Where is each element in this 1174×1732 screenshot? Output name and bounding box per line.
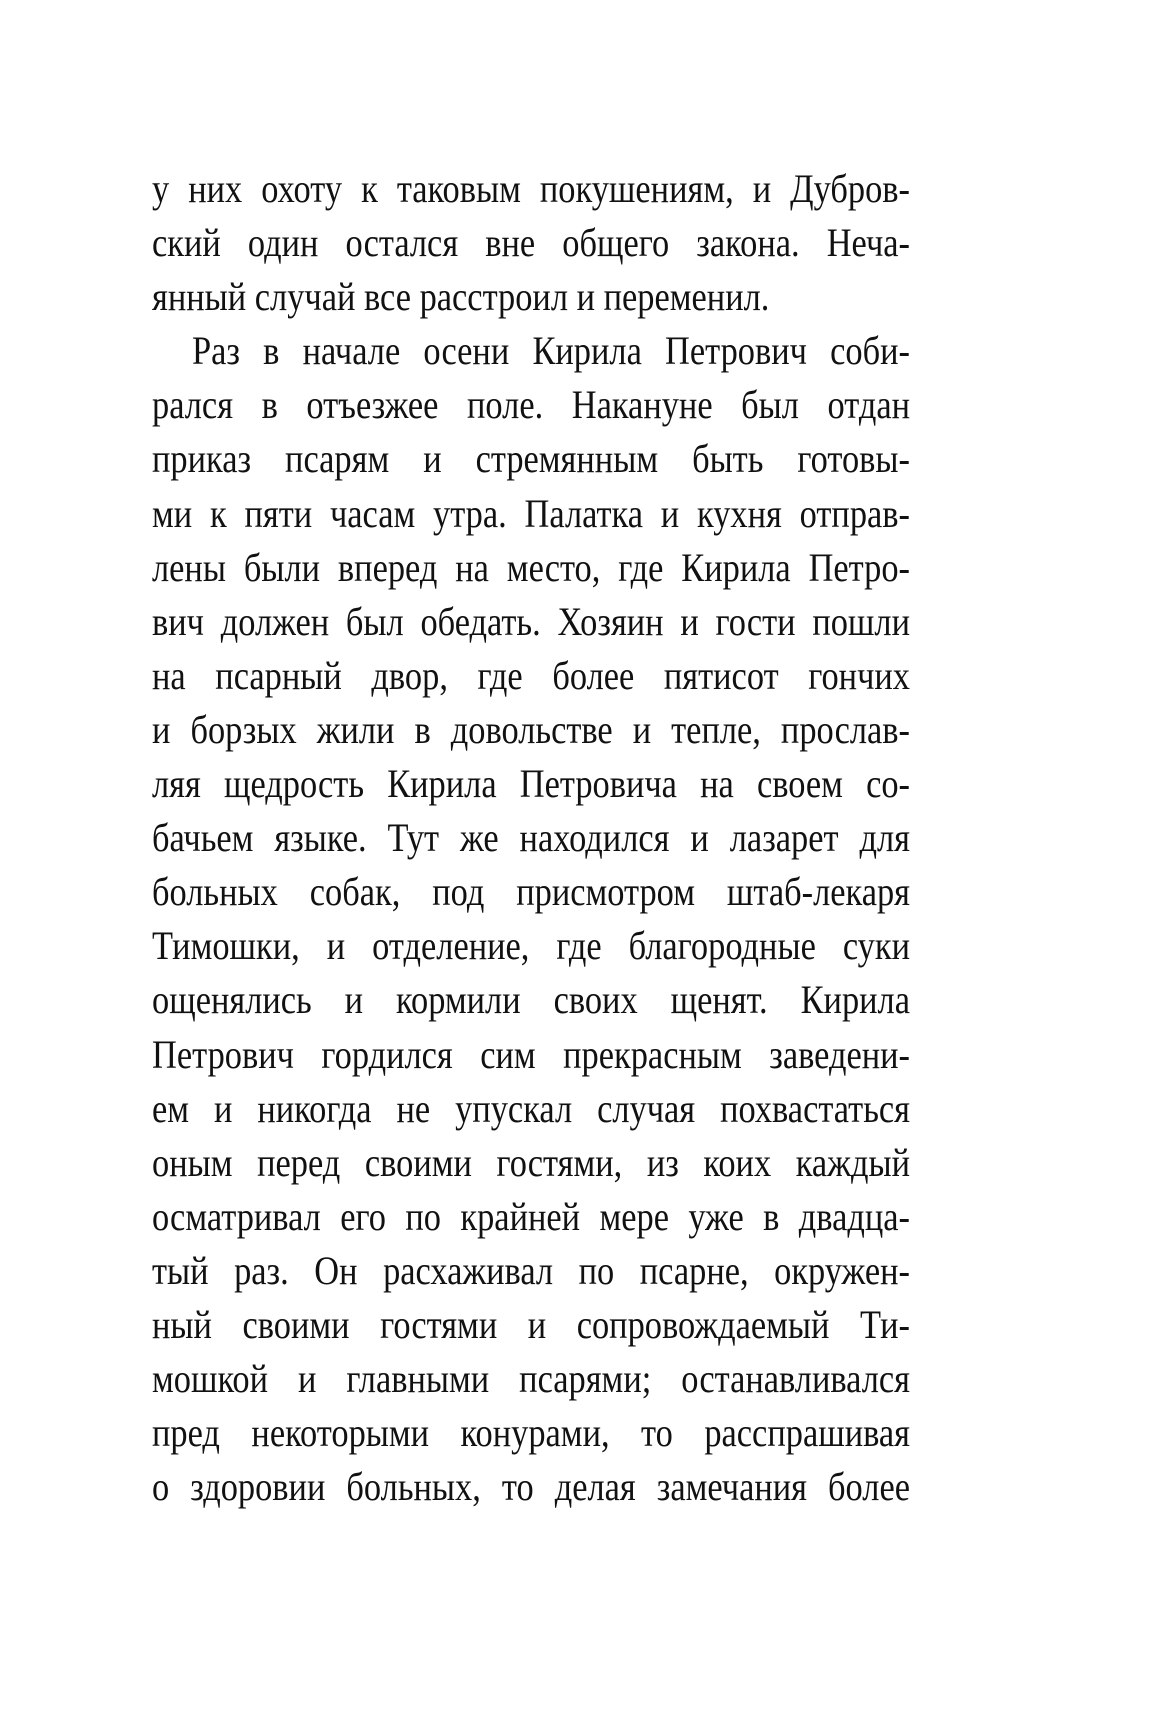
text-line: и борзых жили в довольстве и тепле, прослав-: [152, 706, 910, 752]
paragraph-2-line-3: [152, 432, 910, 486]
paragraph-2-line-14: [152, 1028, 910, 1082]
text-line: Тимошки, и отделение, где благородные суки: [152, 923, 910, 969]
paragraph-1-line-2: [152, 216, 910, 270]
paragraph-2-line-2: [152, 378, 910, 432]
paragraph-1-line-1: [152, 162, 910, 216]
text-line: на псарный двор, где более пятисот гончих: [152, 652, 910, 698]
text-line: ный своими гостями и сопровождаемый Ти-: [152, 1301, 910, 1347]
text-line: приказ псарям и стремянным быть готовы-: [152, 436, 910, 482]
text-line: осматривал его по крайней мере уже в двадца-: [152, 1193, 910, 1239]
paragraph-2-line-5: [152, 541, 910, 595]
text-line: больных собак, под присмотром штаб-лекаря: [152, 869, 910, 915]
text-line: вич должен был обедать. Хозяин и гости пошли: [152, 598, 910, 644]
text-line: ем и никогда не упускал случая похвастаться: [152, 1085, 910, 1131]
paragraph-2-line-16: [152, 1136, 910, 1190]
paragraph-2-line-18: [152, 1244, 910, 1298]
paragraph-2-line-4: [152, 487, 910, 541]
text-line: о здоровии больных, то делая замечания более: [152, 1464, 910, 1510]
text-line: тый раз. Он расхаживал по псарне, окружен-: [152, 1247, 910, 1293]
text-line: ощенялись и кормили своих щенят. Кирила: [152, 977, 910, 1023]
text-line: рался в отъезжее поле. Накануне был отдан: [152, 382, 910, 428]
paragraph-2-line-8: [152, 703, 910, 757]
paragraph-2-line-15: [152, 1082, 910, 1136]
paragraph-2-line-10: [152, 811, 910, 865]
paragraph-2-line-7: [152, 649, 910, 703]
paragraph-2-line-17: [152, 1190, 910, 1244]
body-text: [152, 162, 910, 1514]
paragraph-2-line-19: [152, 1298, 910, 1352]
paragraph-2-line-9: [152, 757, 910, 811]
text-line: мошкой и главными псарями; останавливался: [152, 1356, 910, 1402]
text-line: янный случай все расстроил и переменил.: [152, 274, 770, 320]
text-line: ми к пяти часам утра. Палатка и кухня отправ-: [152, 490, 910, 536]
text-line: оным перед своими гостями, из коих каждый: [152, 1139, 910, 1185]
paragraph-2-line-1: [152, 324, 910, 378]
text-line: ский один остался вне общего закона. Неча-: [152, 220, 910, 266]
text-line: у них охоту к таковым покушениям, и Дубров-: [152, 166, 910, 211]
paragraph-2-line-13: [152, 973, 910, 1027]
text-line: Петрович гордился сим прекрасным заведени-: [152, 1031, 910, 1077]
paragraph-2-line-20: [152, 1352, 910, 1406]
paragraph-2-line-11: [152, 865, 910, 919]
paragraph-2-line-21: [152, 1406, 910, 1460]
paragraph-2-line-22: [152, 1460, 910, 1514]
paragraph-1-line-3: [152, 270, 910, 324]
paragraph-2-line-12: [152, 919, 910, 973]
text-line: лены были вперед на место, где Кирила Петро-: [152, 544, 910, 590]
paragraph-2-line-6: [152, 595, 910, 649]
text-line: ляя щедрость Кирила Петровича на своем со-: [152, 761, 910, 807]
text-line: пред некоторыми конурами, то расспрашивая: [152, 1410, 910, 1456]
text-line: Раз в начале осени Кирила Петрович соби-: [191, 328, 910, 374]
text-line: бачьем языке. Тут же находился и лазарет для: [152, 815, 910, 861]
